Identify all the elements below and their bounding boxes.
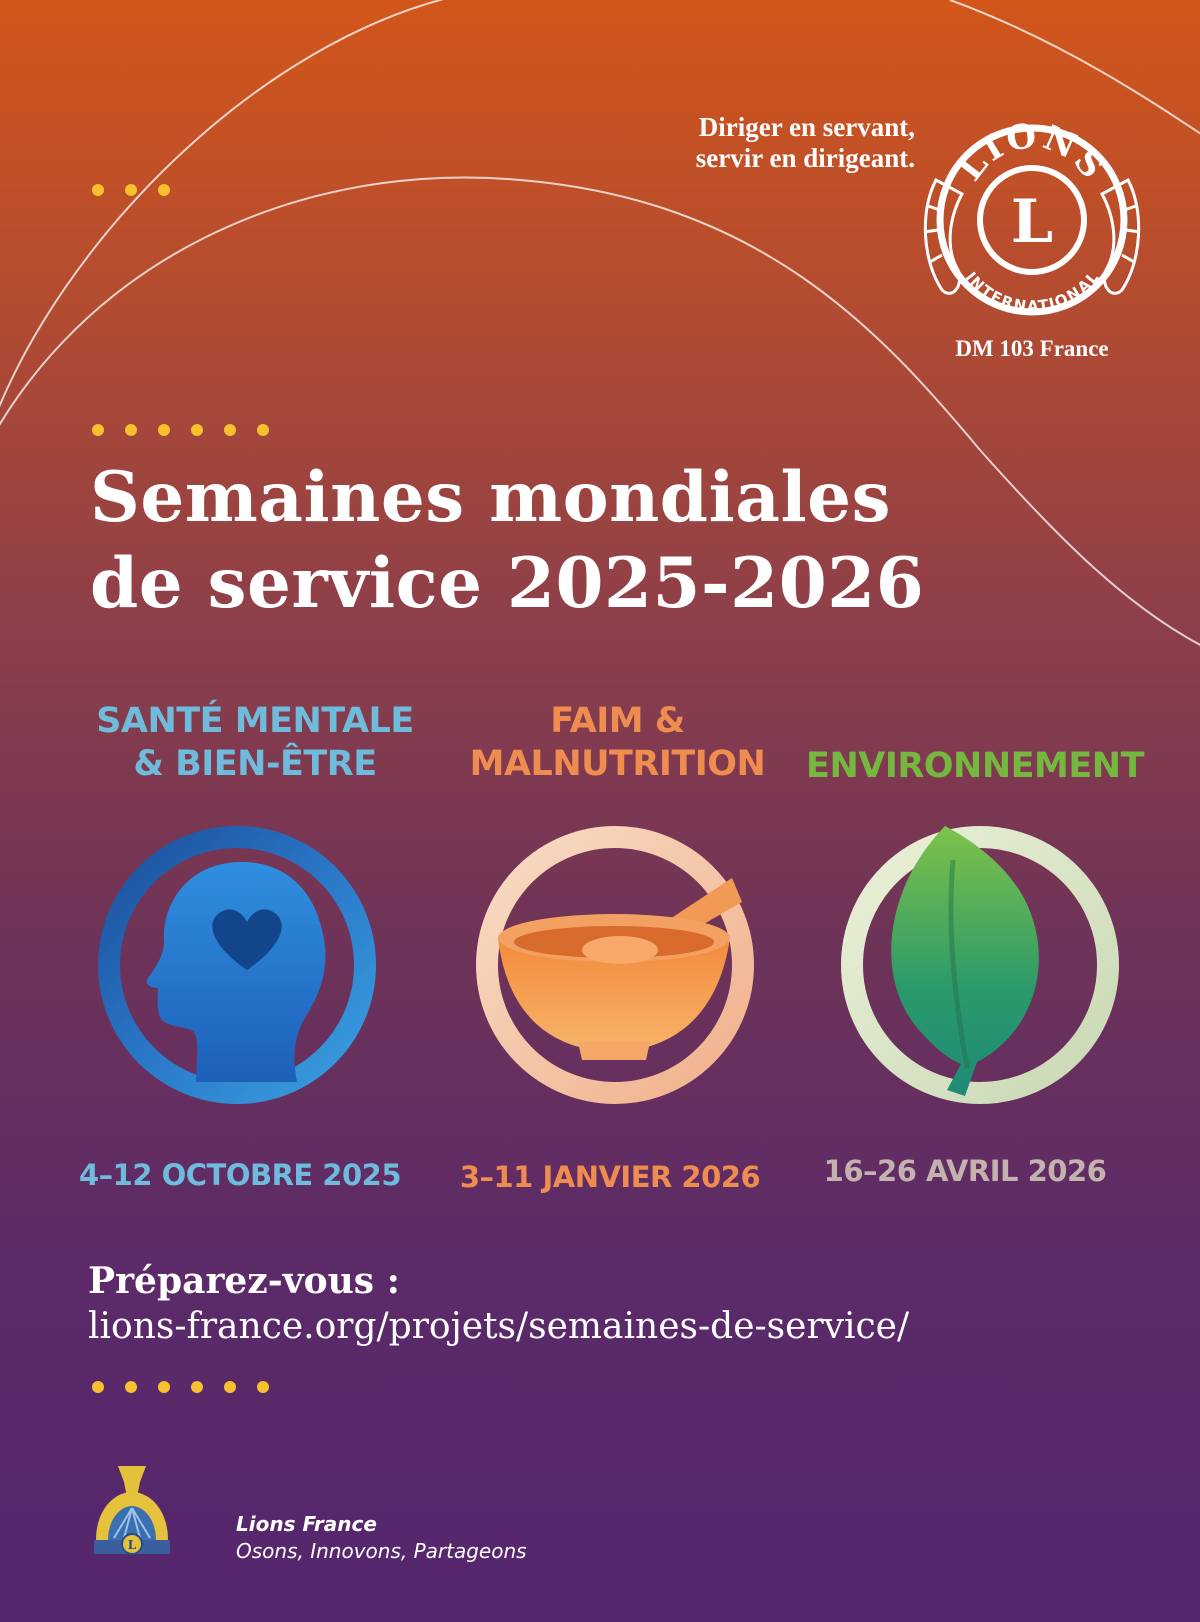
page-title [90,455,924,627]
lions-france-emblem [92,1462,172,1558]
head-heart-icon [92,820,382,1110]
theme-label-hunger [465,700,770,786]
bowl-spoon-icon [470,820,760,1110]
footer-text [236,1511,527,1565]
dot [224,1381,236,1393]
tagline [696,112,915,174]
theme-label-line: ENVIRONNEMENT [806,746,1144,786]
logo-letter: L [1010,187,1054,257]
theme-label-line: & BIEN-ÊTRE [133,744,377,784]
dot [92,1381,104,1393]
dot [257,1381,269,1393]
dot [257,424,269,436]
logo-text-top: LIONS [950,115,1114,189]
dot [191,1381,203,1393]
dot [158,1381,170,1393]
logo-text-bottom: INTERNATIONAL [961,268,1103,316]
district-label: DM 103 France [955,336,1109,361]
tagline-dots [92,184,170,196]
svg-text:INTERNATIONAL [962,268,1103,315]
cta-heading: Préparez-vous : [88,1260,400,1302]
theme-label-line: SANTÉ MENTALE [96,701,414,741]
theme-label-line: MALNUTRITION [469,744,766,784]
dot [191,424,203,436]
title-line-2: de service 2025-2026 [90,543,925,624]
date-environment: 16–26 AVRIL 2026 [823,1154,1107,1188]
svg-text:LIONS [950,116,1114,189]
footer-motto: Osons, Innovons, Partageons [236,1539,527,1563]
svg-text:L: L [127,1538,137,1552]
footer-org: Lions France [236,1512,377,1536]
date-hunger: 3–11 JANVIER 2026 [459,1160,761,1194]
dot [92,424,104,436]
cta-url[interactable]: lions-france.org/projets/semaines-de-service/ [88,1306,910,1347]
dot [158,184,170,196]
theme-label-environment [795,745,1155,788]
title-dots-top [92,424,269,436]
tagline-line-2: servir en dirigeant. [695,143,915,173]
dot [224,424,236,436]
date-mental-health: 4–12 OCTOBRE 2025 [78,1158,402,1192]
call-to-action [88,1258,909,1350]
theme-label-line: FAIM & [550,701,685,741]
cta-dots-bottom [92,1381,269,1393]
dot [92,184,104,196]
theme-label-mental-health [80,700,430,786]
tagline-line-1: Diriger en servant, [698,112,915,142]
dot [158,424,170,436]
title-line-1: Semaines mondiales [90,457,891,538]
dot [125,1381,137,1393]
dot [125,424,137,436]
lions-international-logo [918,110,1146,330]
leaf-icon [835,820,1125,1110]
dot [125,184,137,196]
